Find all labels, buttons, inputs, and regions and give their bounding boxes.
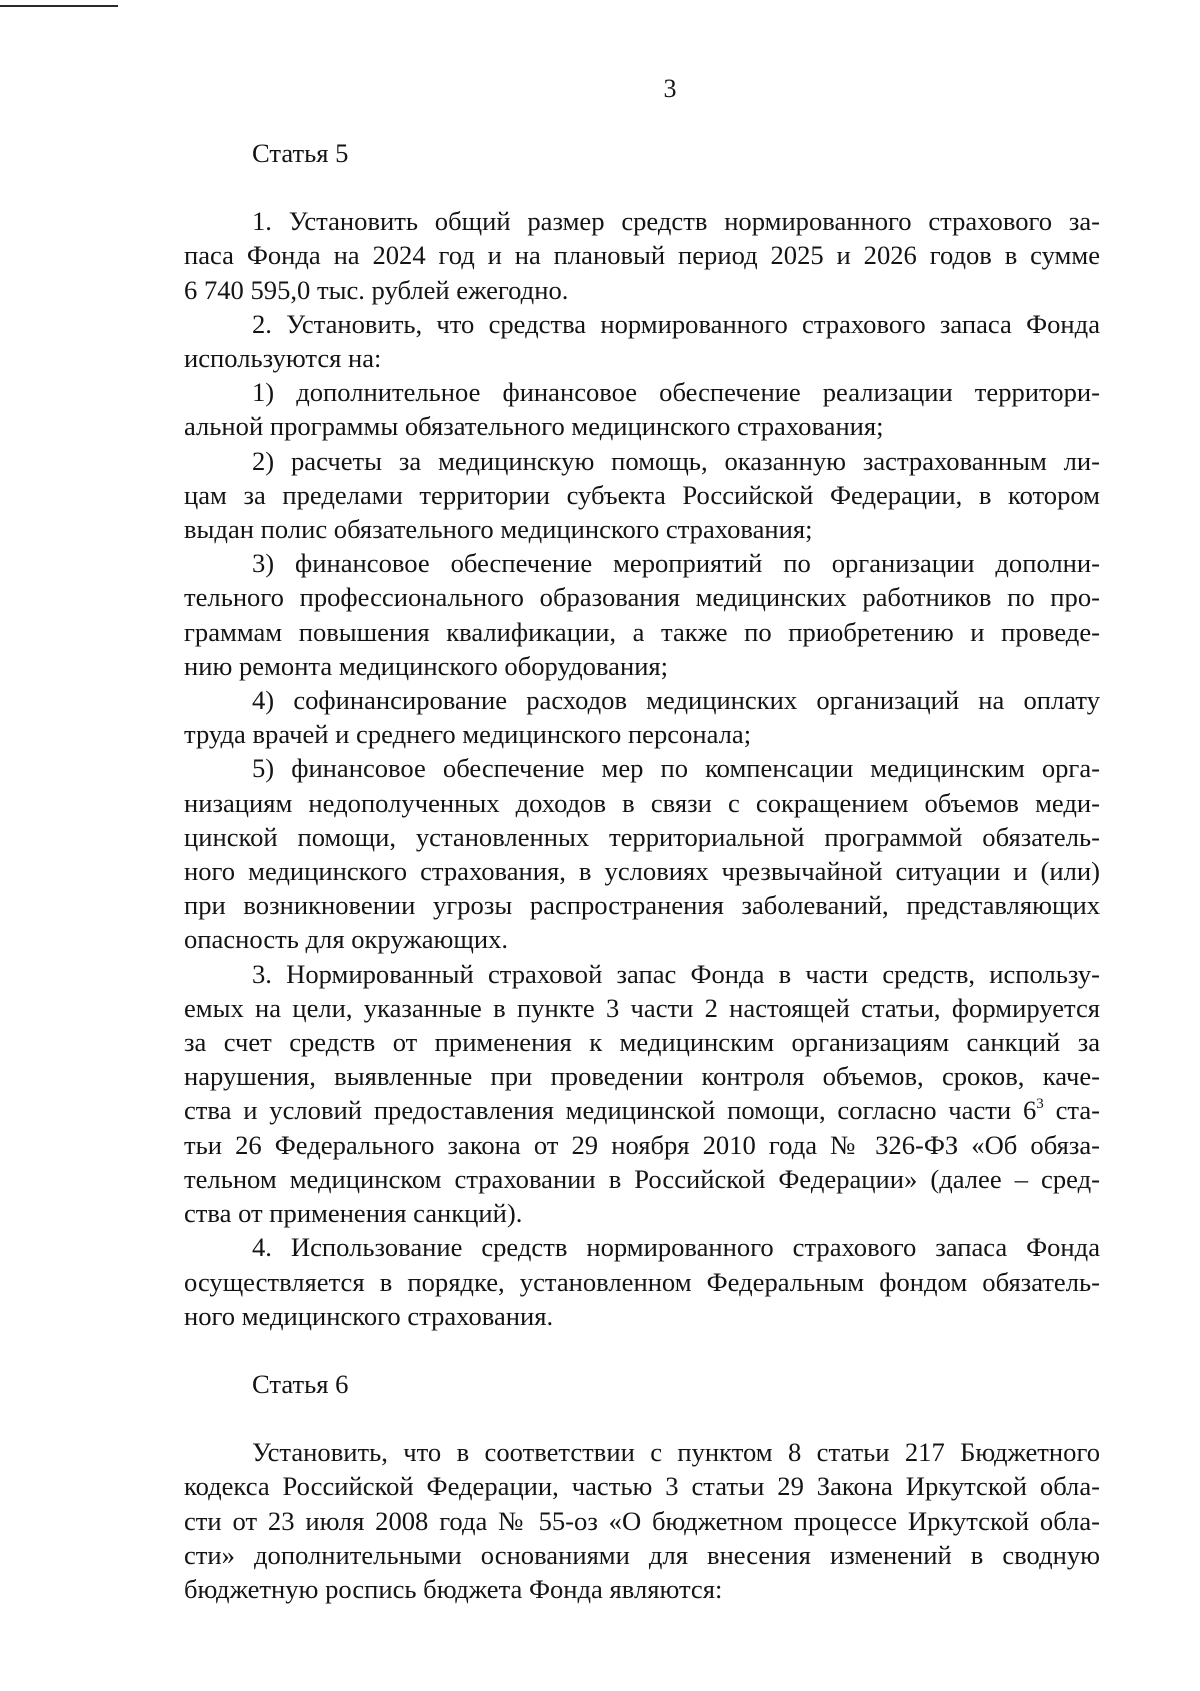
text-line: тьи 26 Федерального закона от 29 ноября 2010 года № 326-ФЗ «Об обяза- [184, 1129, 1100, 1160]
text-line: Установить, что в соответствии с пунктом 8 статьи 217 Бюджетного [252, 1437, 1100, 1468]
text-line: 1. Установить общий размер средств нормированного страхового за- [252, 206, 1100, 237]
article-6-heading: Статья 6 [252, 1368, 349, 1399]
text-line: кодекса Российской Федерации, частью 3 статьи 29 Закона Иркутской обла- [184, 1471, 1100, 1502]
text-line: 3. Нормированный страховой запас Фонда в части средств, использу- [252, 958, 1100, 989]
text-line: сти» дополнительными основаниями для внесения изменений в сводную [184, 1539, 1100, 1570]
scan-edge-mark [0, 5, 118, 7]
text-line: 4. Использование средств нормированного страхового запаса Фонда [252, 1232, 1100, 1263]
text-line: ства от применения санкций). [184, 1198, 523, 1229]
text-line-with-superscript [184, 1093, 1100, 1127]
text-line: 4) софинансирование расходов медицинских организаций на оплату [252, 685, 1100, 716]
text-line: выдан полис обязательного медицинского страхования; [184, 514, 813, 545]
text-line: альной программы обязательного медицинского страхования; [184, 411, 884, 442]
text-line: емых на цели, указанные в пункте 3 части 2 настоящей статьи, формируется [184, 992, 1100, 1023]
text-line: ного медицинского страхования. [184, 1300, 554, 1331]
text-segment: ства и условий предоставления медицинской помощи, согласно части 6 [184, 1095, 1037, 1126]
document-body [184, 136, 1100, 1606]
text-line: цам за пределами территории субъекта Российской Федерации, в котором [184, 479, 1100, 510]
section-spacer [184, 1333, 1100, 1367]
page-number: 3 [663, 74, 677, 103]
text-line: ного медицинского страхования, в условиях чрезвычайной ситуации и (или) [184, 856, 1100, 887]
article-5-heading: Статья 5 [252, 138, 349, 168]
text-line: низациям недополученных доходов в связи с сокращением объемов меди- [184, 787, 1100, 818]
text-line: 1) дополнительное финансовое обеспечение реализации территори- [252, 377, 1100, 408]
text-line: труда врачей и среднего медицинского персонала; [184, 719, 752, 750]
text-line: используются на: [184, 343, 382, 374]
text-line: 5) финансовое обеспечение мер по компенсации медицинским орга- [252, 753, 1100, 784]
text-line: 3) финансовое обеспечение мероприятий по организации дополни- [252, 548, 1100, 579]
text-line: осуществляется в порядке, установленном Федеральным фондом обязатель- [184, 1266, 1100, 1297]
text-line: за счет средств от применения к медицинским организациям санкций за [184, 1027, 1100, 1058]
text-line: 2. Установить, что средства нормированного страхового запаса Фонда [252, 308, 1100, 339]
text-line: бюджетную роспись бюджета Фонда являются: [184, 1573, 723, 1604]
text-line: тельном медицинском страховании в Российской Федерации» (далее – сред- [184, 1163, 1100, 1194]
text-line: 2) расчеты за медицинскую помощь, оказанную застрахованным ли- [252, 445, 1100, 476]
text-line: при возникновении угрозы распространения заболеваний, представляющих [184, 890, 1100, 921]
text-segment: ста- [1043, 1095, 1100, 1126]
text-line: цинской помощи, установленных территориальной программой обязатель- [184, 821, 1100, 852]
superscript: 3 [1036, 1096, 1044, 1113]
text-line: сти от 23 июля 2008 года № 55-оз «О бюджетном процессе Иркутской обла- [184, 1505, 1100, 1536]
text-line: граммам повышения квалификации, а также по приобретению и проведе- [184, 616, 1100, 647]
text-line: опасность для окружающих. [184, 924, 509, 955]
text-line: нию ремонта медицинского оборудования; [184, 650, 669, 681]
text-line: нарушения, выявленные при проведении контроля объемов, сроков, каче- [184, 1061, 1100, 1092]
text-line: 6 740 595,0 тыс. рублей ежегодно. [184, 274, 569, 305]
text-line: паса Фонда на 2024 год и на плановый период 2025 и 2026 годов в сумме [184, 240, 1100, 271]
text-line: тельного профессионального образования медицинских работников по про- [184, 582, 1100, 613]
